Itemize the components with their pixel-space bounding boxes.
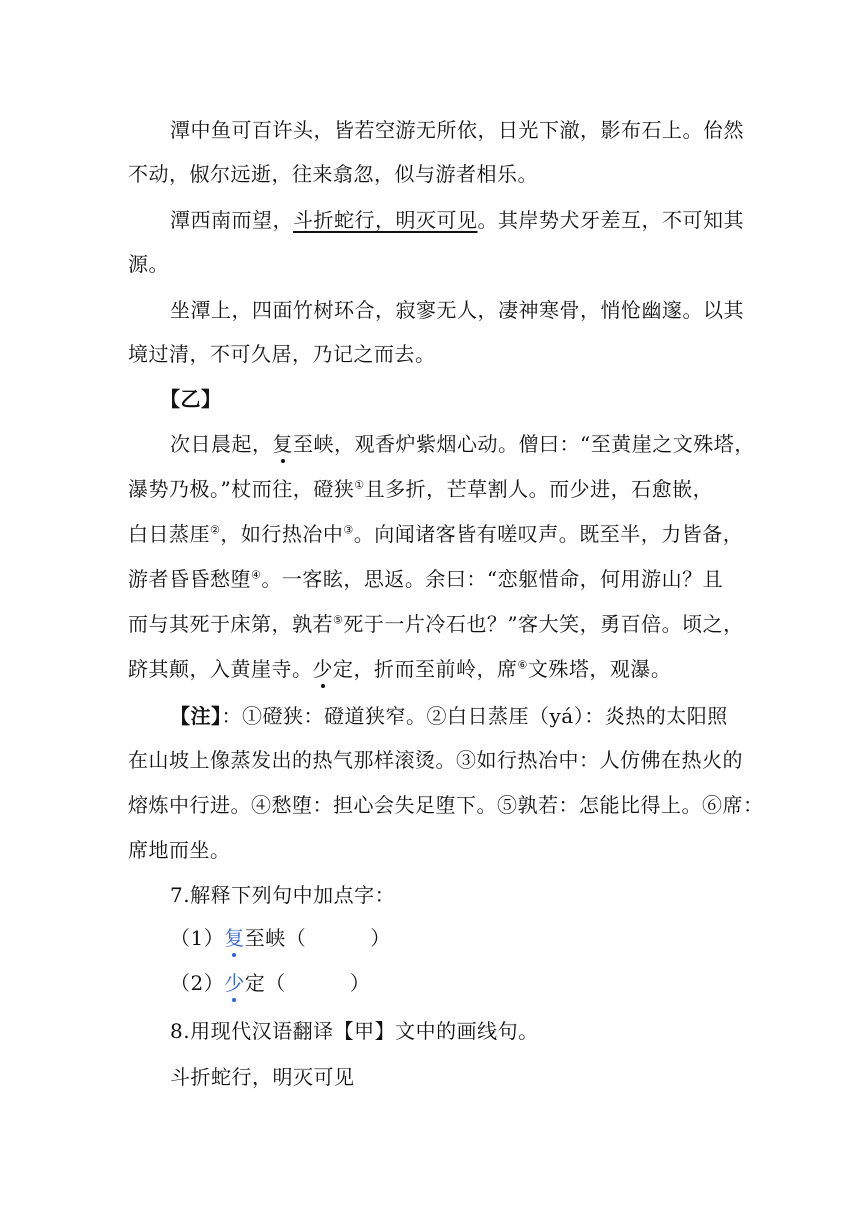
question-8-sentence: 斗折蛇行，明灭可见 [170,1065,355,1089]
dotted-char-shao: 少 [312,657,333,681]
notes-line3: 熔炼中行进。④愁堕：担心会失足堕下。⑤孰若：怎能比得上。⑥席： [128,793,764,817]
yi-line5: 而与其死于床第，孰若⑤死于一片冷石也？”客大笑，勇百倍。顷之， [128,612,744,636]
footnote-mark: ① [354,478,365,492]
jia-p1-line1: 潭中鱼可百许头，皆若空游无所依，日光下澈，影布石上。佁然 [170,118,744,142]
footnote-mark: ⑥ [517,658,528,672]
yi-line3: 白日蒸厓②，如行热冶中③。向闻诸客皆有嗟叹声。既至半，力皆备， [128,522,744,546]
jia-p3-line2: 境过清，不可久居，乃记之而去。 [128,342,436,366]
jia-p1-line2: 不动，俶尔远逝，往来翕忽，似与游者相乐。 [128,162,538,186]
footnote-mark: ④ [251,568,262,582]
underlined-sentence: 斗折蛇行，明灭可见 [293,208,478,232]
footnote-mark: ③ [343,523,354,537]
yi-line2: 瀑势乃极。”杖而往，磴狭①且多折，芒草割人。而少进，石愈嵌， [128,477,714,501]
yi-line1: 次日晨起，复至峡，观香炉紫烟心动。僧曰：“至黄崖之文殊塔， [170,432,755,456]
question-7-item-1: （1）复至峡（ ） [170,926,391,950]
dotted-char-fu-blue: 复 [224,926,245,950]
jia-p2-line1: 潭西南而望，斗折蛇行，明灭可见。其岸势犬牙差互，不可知其 [170,208,744,232]
notes-line2: 在山坡上像蒸发出的热气那样滚烫。③如行热冶中：人仿佛在热火的 [128,748,743,772]
notes-label: 【注】 [170,704,222,728]
dotted-char-shao-blue: 少 [224,971,245,995]
dotted-char-fu: 复 [272,432,293,456]
notes-line1: 【注】：①磴狭：磴道狭窄。②白日蒸厓（yá）：炎热的太阳照 [170,704,728,728]
footnote-mark: ⑤ [333,613,344,627]
yi-heading: 【乙】 [160,387,222,411]
notes-line4: 席地而坐。 [128,838,231,862]
jia-p2-line2: 源。 [128,252,169,276]
yi-line6: 跻其颠，入黄崖寺。少定，折而至前岭，席⑥文殊塔，观瀑。 [128,657,672,681]
question-7-title: 7.解释下列句中加点字： [170,883,396,907]
jia-p3-line1: 坐潭上，四面竹树环合，寂寥无人，凄神寒骨，悄怆幽邃。以其 [170,298,744,322]
question-8-title: 8.用现代汉语翻译【甲】文中的画线句。 [170,1019,539,1043]
yi-line4: 游者昏昏愁堕④。一客眩，思返。余曰：“恋躯惜命，何用游山？且 [128,567,724,591]
footnote-mark: ② [210,523,221,537]
question-7-item-2: （2）少定（ ） [170,971,371,995]
